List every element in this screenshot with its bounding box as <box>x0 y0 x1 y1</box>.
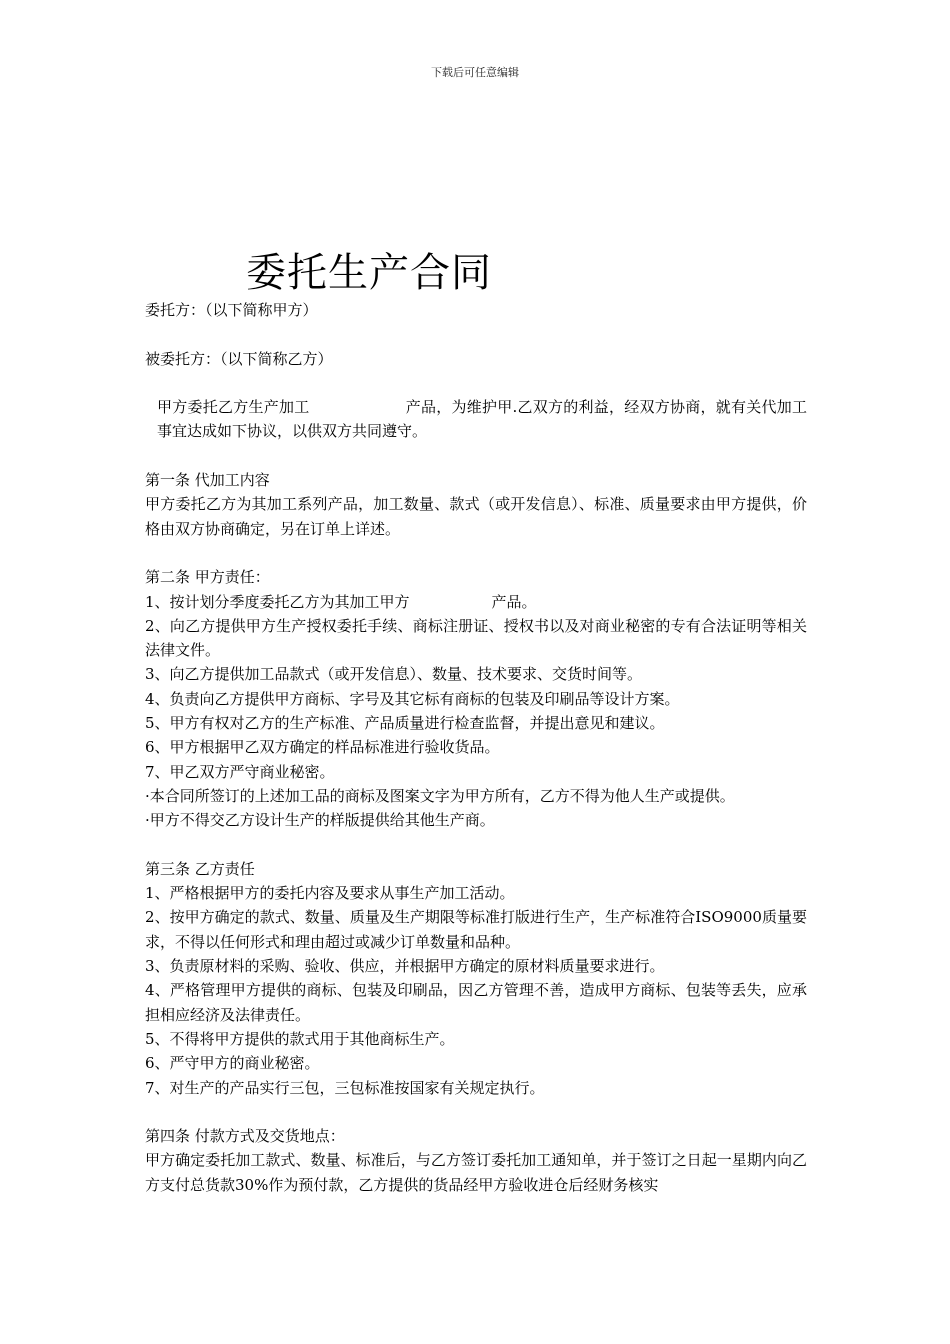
article2-item: 3、向乙方提供加工品款式（或开发信息）、数量、技术要求、交货时间等。 <box>145 665 643 684</box>
preamble-paragraph <box>145 395 807 444</box>
article3-heading: 第三条 乙方责任 <box>145 859 255 878</box>
article2-item1-part2: 产品。 <box>491 592 537 611</box>
article2-item-1 <box>145 590 807 614</box>
article2-item: 4、负责向乙方提供甲方商标、字号及其它标有商标的包装及印刷品等设计方案。 <box>145 689 680 708</box>
article2-item: ·甲方不得交乙方设计生产的样版提供给其他生产商。 <box>145 811 495 830</box>
document-title: 委托生产合同 <box>246 250 492 296</box>
article4-text: 甲方确定委托加工款式、数量、标准后，与乙方签订委托加工通知单，并于签订之日起一星期内向乙方支付总货款30%作为预付款，乙方提供的货品经甲方验收进仓后经财务核实 <box>145 1151 807 1194</box>
article1-heading: 第一条 代加工内容 <box>145 471 270 490</box>
article2-item: 7、甲乙双方严守商业秘密。 <box>145 762 335 781</box>
article3-item: 7、对生产的产品实行三包，三包标准按国家有关规定执行。 <box>145 1078 545 1097</box>
article3-item: 4、严格管理甲方提供的商标、包装及印刷品，因乙方管理不善，造成甲方商标、包装等丢失，应承担相应经济及法律责任。 <box>145 981 807 1024</box>
article2-item: 2、向乙方提供甲方生产授权委托手续、商标注册证、授权书以及对商业秘密的专有合法证明等相关法律文件。 <box>145 616 807 660</box>
article3-item: 1、严格根据甲方的委托内容及要求从事生产加工活动。 <box>145 884 515 903</box>
preamble-part1: 甲方委托乙方生产加工 <box>157 398 310 417</box>
article4-heading: 第四条 付款方式及交货地点： <box>145 1127 345 1146</box>
article2-item1-part1: 1、按计划分季度委托乙方为其加工甲方 <box>145 592 410 611</box>
article2-item: 5、甲方有权对乙方的生产标准、产品质量进行检查监督，并提出意见和建议。 <box>145 714 665 733</box>
article2-heading: 第二条 甲方责任： <box>145 568 270 587</box>
preamble-part2: 产品，为维护甲.乙双方的利益，经双方协商，就有关代加工事宜达成如下协议，以供双方共同遵守。 <box>157 398 807 441</box>
article2-item: ·本合同所签订的上述加工品的商标及图案文字为甲方所有，乙方不得为他人生产或提供。 <box>145 786 735 805</box>
article3-item: 6、严守甲方的商业秘密。 <box>145 1054 320 1073</box>
contractor-party-line: 被委托方：（以下简称乙方） <box>145 349 333 368</box>
article3-item: 2、按甲方确定的款式、数量、质量及生产期限等标准打版进行生产，生产标准符合ISO9000质量要求，不得以任何形式和理由超过或减少订单数量和品种。 <box>145 908 807 951</box>
page-header: 下载后可任意编辑 <box>431 66 519 79</box>
client-party-line: 委托方：（以下简称甲方） <box>145 301 318 319</box>
article2-item: 6、甲方根据甲乙双方确定的样品标准进行验收货品。 <box>145 738 500 757</box>
document-body <box>145 298 807 1197</box>
article3-item: 5、不得将甲方提供的款式用于其他商标生产。 <box>145 1029 455 1048</box>
article1-text: 甲方委托乙方为其加工系列产品，加工数量、款式（或开发信息）、标准、质量要求由甲方提供，价格由双方协商确定，另在订单上详述。 <box>145 495 807 538</box>
article3-item: 3、负责原材料的采购、验收、供应，并根据甲方确定的原材料质量要求进行。 <box>145 957 665 976</box>
